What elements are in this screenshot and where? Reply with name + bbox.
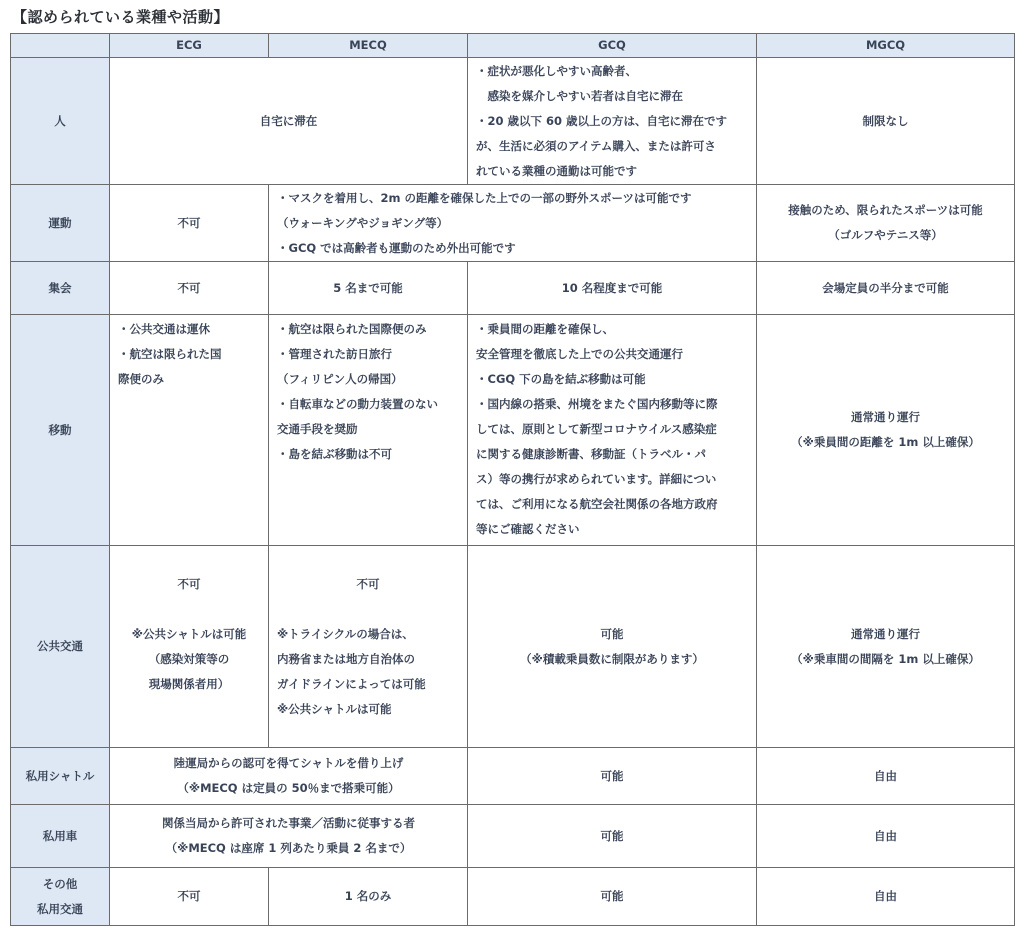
- cell-exercise-mecq-gcq: [269, 185, 757, 262]
- cell-gathering-ecg: 不可: [110, 262, 269, 315]
- text-line: 交通手段を奨励: [277, 422, 358, 436]
- text-line: 感染を媒介しやすい若者は自宅に滞在: [476, 88, 683, 103]
- text-line: ガイドラインによっては可能: [277, 676, 426, 691]
- cell-exercise-mgcq: [757, 185, 1015, 262]
- table-row-private-shuttle: [11, 748, 1015, 805]
- cell-person-ecg-mecq: 自宅に滞在: [110, 58, 468, 185]
- text-line: その他: [42, 876, 78, 891]
- text-line: れている業種の通勤は可能です: [476, 163, 637, 178]
- text-line: 不可: [177, 576, 201, 591]
- header-mecq: MECQ: [269, 34, 468, 58]
- text-line: （感染対策等の: [148, 651, 230, 666]
- cell-movement-mecq: [269, 315, 468, 546]
- text-line: しては、原則として新型コロナウイルス感染症: [476, 422, 717, 436]
- text-line: 接触のため、限られたスポーツは可能: [788, 203, 983, 217]
- text-line: 私用交通: [37, 901, 83, 916]
- row-label-private-car: 私用車: [11, 805, 110, 868]
- text-line: ※トライシクルの場合は、: [277, 626, 414, 641]
- cell-shuttle-ecg-mecq: [110, 748, 468, 805]
- text-line: ・症状が悪化しやすい高齢者、: [476, 63, 637, 78]
- text-line: に関する健康診断書、移動証（トラベル・パ: [476, 447, 706, 461]
- row-label-private-shuttle: 私用シャトル: [11, 748, 110, 805]
- spacer: [118, 597, 260, 622]
- text-line: ・CGQ 下の島を結ぶ移動は可能: [476, 372, 646, 386]
- cell-transit-mgcq: [757, 546, 1015, 748]
- row-label-public-transit: 公共交通: [11, 546, 110, 748]
- text-line: ては、ご利用になる航空会社関係の各地方政府: [476, 497, 718, 511]
- table-row-movement: [11, 315, 1015, 546]
- header-ecg: ECG: [110, 34, 269, 58]
- row-label-exercise: 運動: [11, 185, 110, 262]
- text-line: が、生活に必須のアイテム購入、または許可さ: [476, 138, 716, 153]
- text-line: （※乗車間の間隔を 1m 以上確保）: [791, 651, 980, 666]
- table-row-person: [11, 58, 1015, 185]
- cell-transit-ecg: [110, 546, 269, 748]
- cell-movement-gcq: [468, 315, 757, 546]
- text-line: 陸運局からの認可を得てシャトルを借り上げ: [173, 756, 404, 770]
- spacer: [118, 697, 260, 722]
- text-line: 関係当局から許可された事業／活動に従事する者: [162, 816, 415, 830]
- cell-car-mgcq: 自由: [757, 805, 1015, 868]
- cell-movement-ecg: [110, 315, 269, 546]
- text-line: ・島を結ぶ移動は不可: [277, 447, 392, 461]
- cell-gathering-gcq: 10 名程度まで可能: [468, 262, 757, 315]
- cell-other-ecg: 不可: [110, 868, 269, 926]
- text-line: （ウォーキングやジョギング等）: [277, 215, 449, 230]
- text-line: （※MECQ は定員の 50％まで搭乗可能）: [177, 781, 400, 795]
- text-line: ・公共交通は運休: [118, 322, 210, 336]
- text-line: 際便のみ: [118, 372, 164, 386]
- table-header-row: [11, 34, 1015, 58]
- header-mgcq: MGCQ: [757, 34, 1015, 58]
- cell-exercise-ecg: 不可: [110, 185, 269, 262]
- text-line: 等にご確認ください: [476, 522, 580, 536]
- text-line: ス）等の携行が求められています。詳細につい: [476, 472, 717, 486]
- page-title: 【認められている業種や活動】: [12, 8, 230, 26]
- text-line: ・管理された訪日旅行: [277, 347, 392, 361]
- text-line: ・国内線の搭乗、州境をまたぐ国内移動等に際: [476, 397, 718, 411]
- cell-transit-mecq: [269, 546, 468, 748]
- row-label-other-private-transport: [11, 868, 110, 926]
- table-row-private-car: [11, 805, 1015, 868]
- text-line: ・GCQ では高齢者も運動のため外出可能です: [277, 240, 516, 255]
- cell-other-mgcq: 自由: [757, 868, 1015, 926]
- row-label-movement: 移動: [11, 315, 110, 546]
- table-row-other-private-transport: [11, 868, 1015, 926]
- text-line: ※公共シャトルは可能: [277, 701, 392, 716]
- text-line: 通常通り運行: [851, 410, 920, 424]
- spacer: [277, 597, 459, 622]
- cell-person-mgcq: 制限なし: [757, 58, 1015, 185]
- cell-gathering-mgcq: 会場定員の半分まで可能: [757, 262, 1015, 315]
- text-line: 不可: [356, 576, 380, 591]
- cell-transit-gcq: [468, 546, 757, 748]
- text-line: ・マスクを着用し、2m の距離を確保した上での一部の野外スポーツは可能です: [277, 190, 692, 205]
- text-line: ・航空は限られた国: [118, 347, 222, 361]
- text-line: ・乗員間の距離を確保し、: [476, 322, 614, 336]
- cell-gathering-mecq: 5 名まで可能: [269, 262, 468, 315]
- text-line: 通常通り運行: [851, 626, 920, 641]
- cell-car-gcq: 可能: [468, 805, 757, 868]
- row-label-gathering: 集会: [11, 262, 110, 315]
- cell-person-gcq: [468, 58, 757, 185]
- cell-car-ecg-mecq: [110, 805, 468, 868]
- cell-other-mecq: 1 名のみ: [269, 868, 468, 926]
- cell-shuttle-gcq: 可能: [468, 748, 757, 805]
- header-gcq: GCQ: [468, 34, 757, 58]
- text-line: ・自転車などの動力装置のない: [277, 397, 438, 411]
- text-line: （ゴルフやテニス等）: [828, 228, 943, 242]
- text-line: （※積載乗員数に制限があります）: [520, 651, 704, 666]
- table-row-public-transit: [11, 546, 1015, 748]
- text-line: （※乗員間の距離を 1m 以上確保）: [791, 435, 980, 449]
- text-line: 安全管理を徹底した上での公共交通運行: [476, 347, 683, 361]
- text-line: 内務省または地方自治体の: [277, 651, 415, 666]
- text-line: 可能: [600, 626, 624, 641]
- text-line: ・20 歳以下 60 歳以上の方は、自宅に滞在です: [476, 113, 728, 128]
- cell-shuttle-mgcq: 自由: [757, 748, 1015, 805]
- text-line: ※公共シャトルは可能: [131, 626, 247, 641]
- table-row-exercise: [11, 185, 1015, 262]
- text-line: 現場関係者用）: [148, 676, 230, 691]
- text-line: ・航空は限られた国際便のみ: [277, 322, 427, 336]
- table-row-gathering: [11, 262, 1015, 315]
- cell-movement-mgcq: [757, 315, 1015, 546]
- header-corner: [11, 34, 110, 58]
- restrictions-table: [10, 33, 1015, 926]
- text-line: （※MECQ は座席 1 列あたり乗員 2 名まで）: [165, 841, 412, 855]
- cell-other-gcq: 可能: [468, 868, 757, 926]
- text-line: （フィリピン人の帰国）: [277, 372, 403, 386]
- row-label-person: 人: [11, 58, 110, 185]
